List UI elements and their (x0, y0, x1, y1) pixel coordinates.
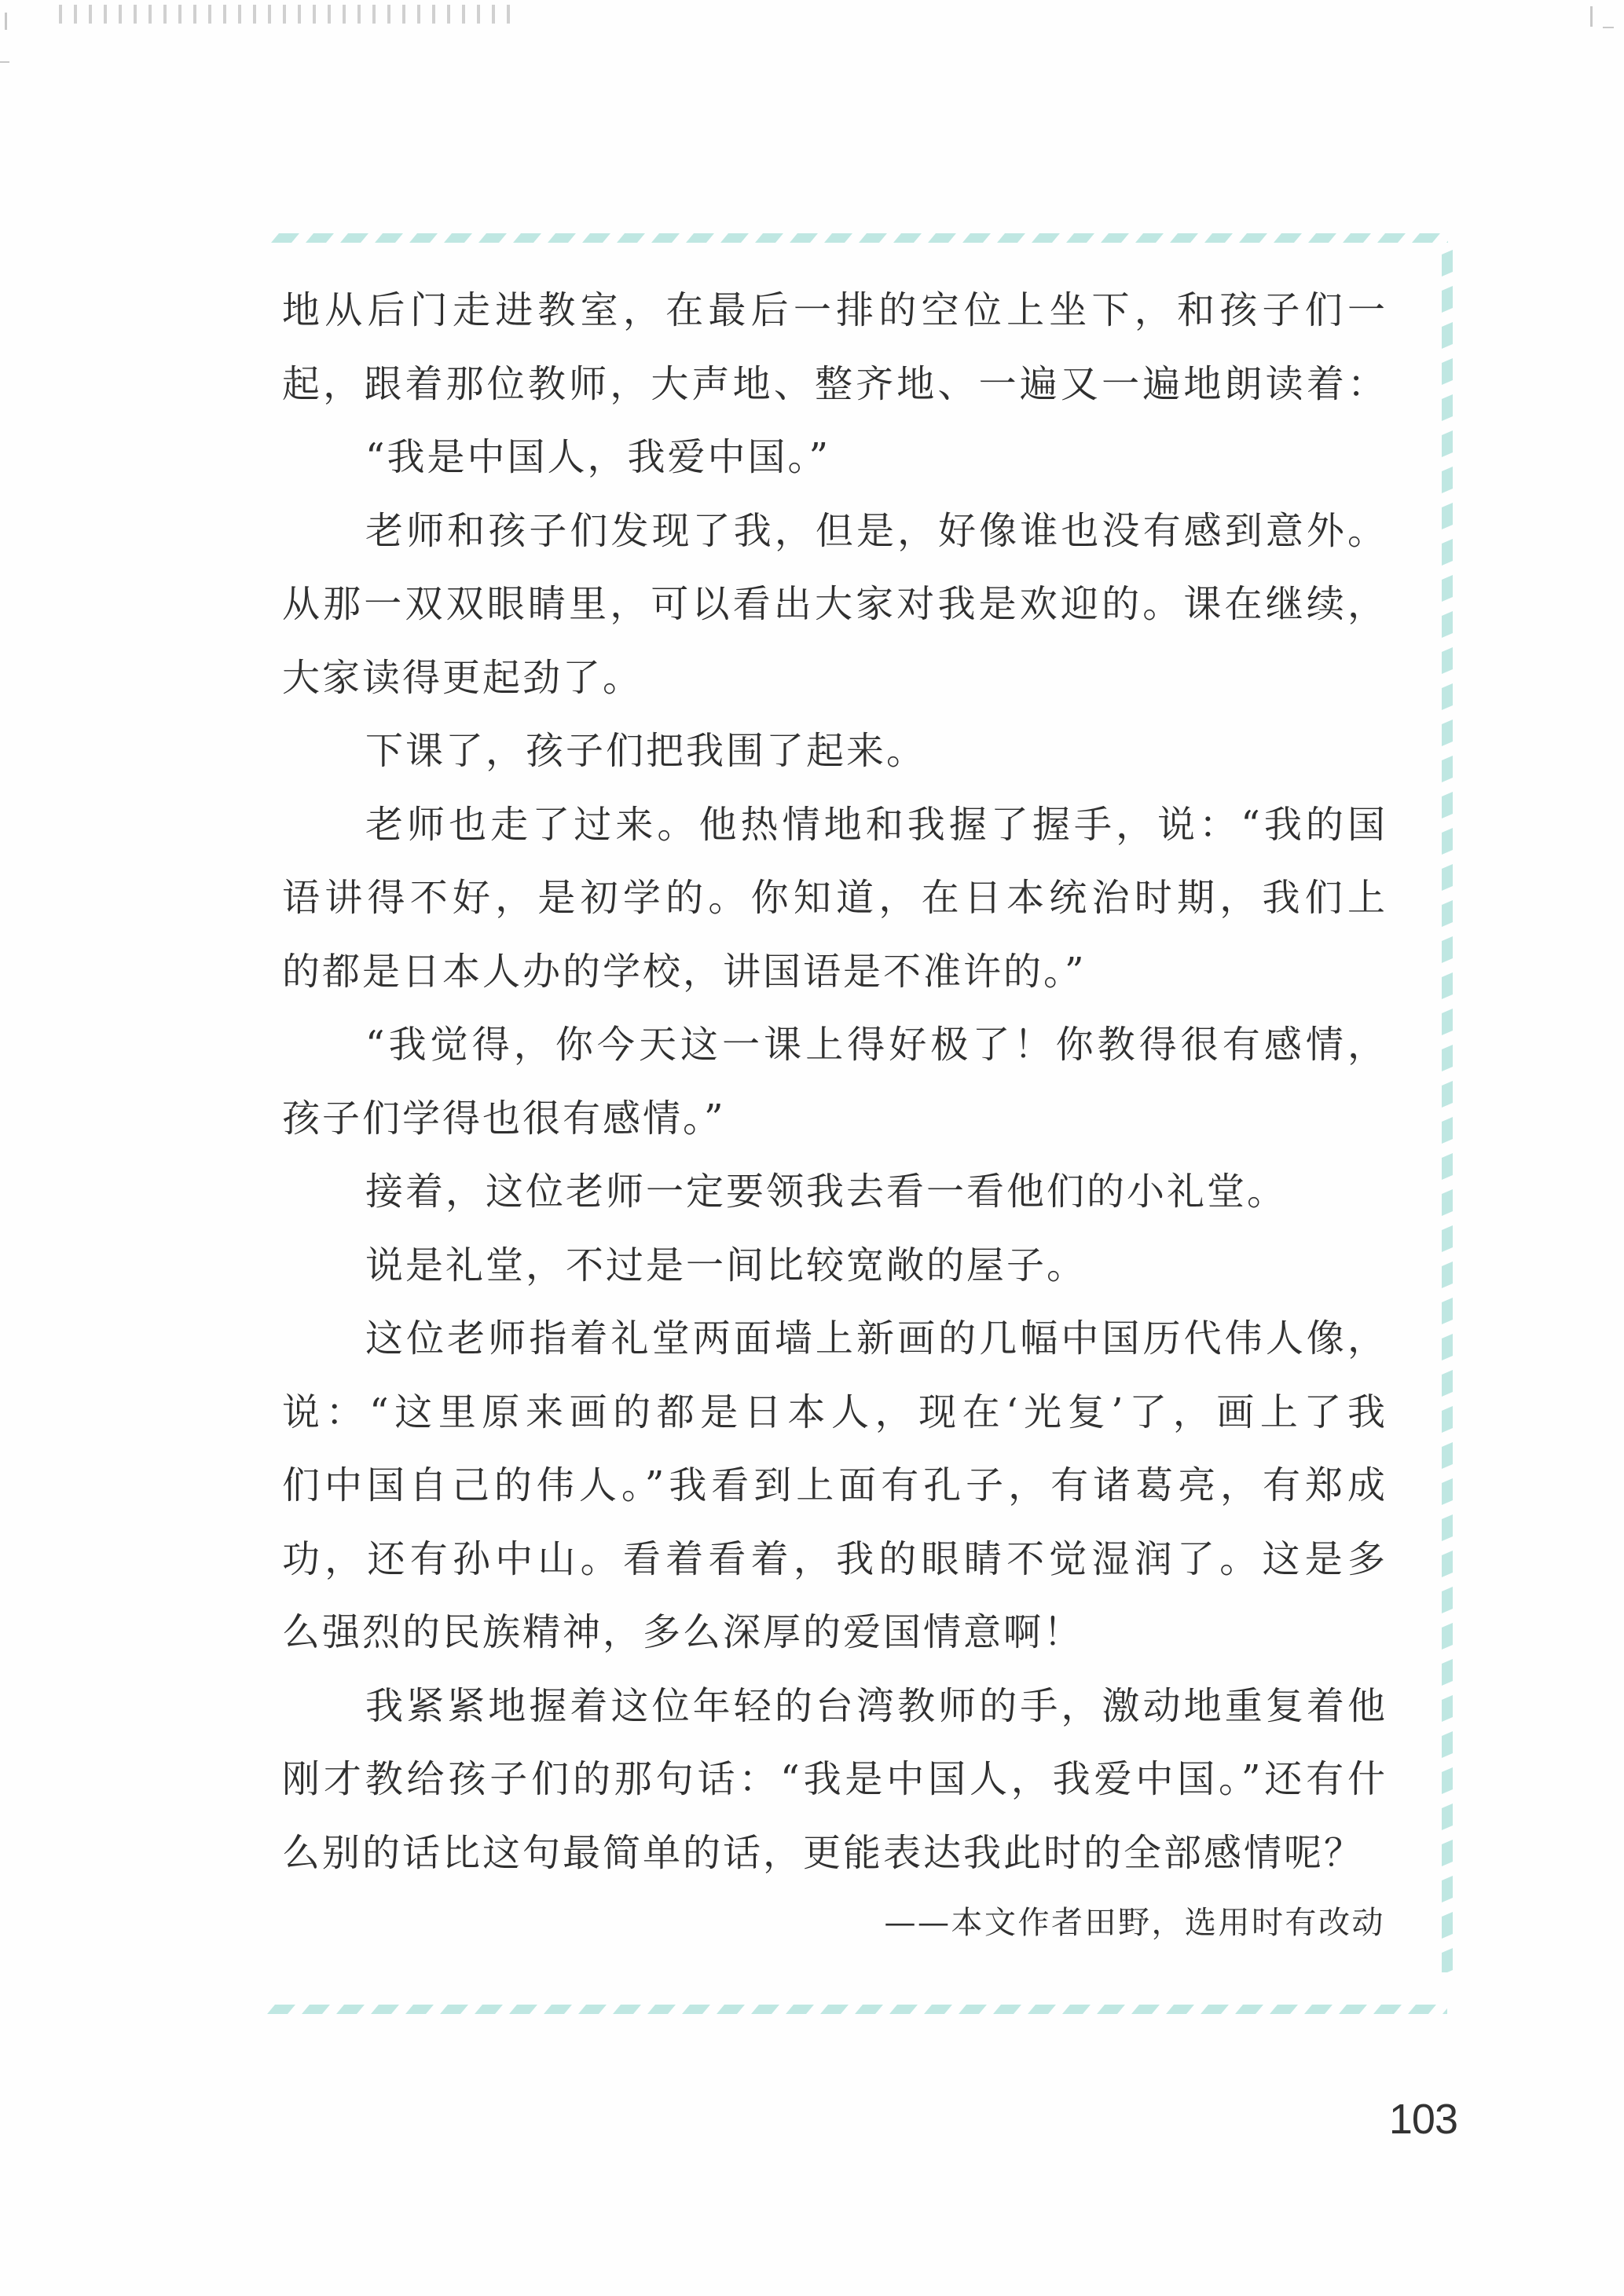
text-line: 老师也走了过来。他热情地和我握了握手，说：“我的国 (365, 802, 1385, 847)
text-line: 刚才教给孩子们的那句话：“我是中国人，我爱中国。”还有什 (282, 1757, 1385, 1801)
text-line: 地从后门走进教室，在最后一排的空位上坐下，和孩子们一 (282, 288, 1385, 332)
text-line: 这位老师指着礼堂两面墙上新画的几幅中国历代伟人像， (365, 1316, 1385, 1360)
page-number: 103 (1388, 2096, 1457, 2143)
paragraph (282, 1155, 1385, 1229)
text-line: “我觉得，你今天这一课上得好极了！你教得很有感情， (365, 1023, 1385, 1067)
text-line: 们中国自己的伟人。”我看到上面有孔子，有诸葛亮，有郑成 (282, 1463, 1385, 1507)
text-line: 孩子们学得也很有感情。” (282, 1096, 726, 1141)
paragraph (282, 715, 1385, 789)
text-line: 大家读得更起劲了。 (282, 655, 643, 700)
paragraph (282, 1302, 1385, 1670)
paragraph (282, 1229, 1385, 1303)
text-line: 说是礼堂，不过是一间比较宽敞的屋子。 (365, 1243, 1087, 1287)
source-attribution: ——本文作者田野，选用时有改动 (884, 1905, 1385, 1941)
bottom-dashed-border (267, 2005, 1447, 2014)
text-line: 的都是日本人办的学校，讲国语是不准许的。” (282, 949, 1087, 994)
right-dashed-border (1440, 250, 1454, 1972)
text-line: 功，还有孙中山。看着看着，我的眼睛不觉湿润了。这是多 (282, 1536, 1385, 1581)
paragraph (282, 1670, 1385, 1891)
text-line: 老师和孩子们发现了我，但是，好像谁也没有感到意外。 (365, 508, 1385, 553)
text-line: 接着，这位老师一定要领我去看一看他们的小礼堂。 (365, 1170, 1288, 1214)
text-line: 我紧紧地握着这位年轻的台湾教师的手，激动地重复着他 (365, 1683, 1385, 1728)
paragraph (282, 421, 1385, 495)
paragraph (282, 1009, 1385, 1155)
paragraph (282, 789, 1385, 1009)
text-line: 说：“这里原来画的都是日本人，现在‘光复’了，画上了我 (282, 1390, 1385, 1434)
text-line: 起，跟着那位教师，大声地、整齐地、一遍又一遍地朗读着： (282, 361, 1385, 406)
paragraph (282, 274, 1385, 421)
text-line: “我是中国人，我爱中国。” (365, 435, 831, 479)
text-line: 从那一双双眼睛里，可以看出大家对我是欢迎的。课在继续， (282, 582, 1385, 626)
text-line: 么别的话比这句最简单的话，更能表达我此时的全部感情呢？ (282, 1830, 1365, 1875)
text-line: 语讲得不好，是初学的。你知道，在日本统治时期，我们上 (282, 876, 1385, 920)
text-line: 么强烈的民族精神，多么深厚的爱国情意啊！ (282, 1610, 1084, 1654)
article-body (282, 274, 1385, 1890)
text-line: 下课了，孩子们把我围了起来。 (365, 729, 927, 773)
paragraph (282, 495, 1385, 716)
top-dashed-border (271, 233, 1448, 243)
